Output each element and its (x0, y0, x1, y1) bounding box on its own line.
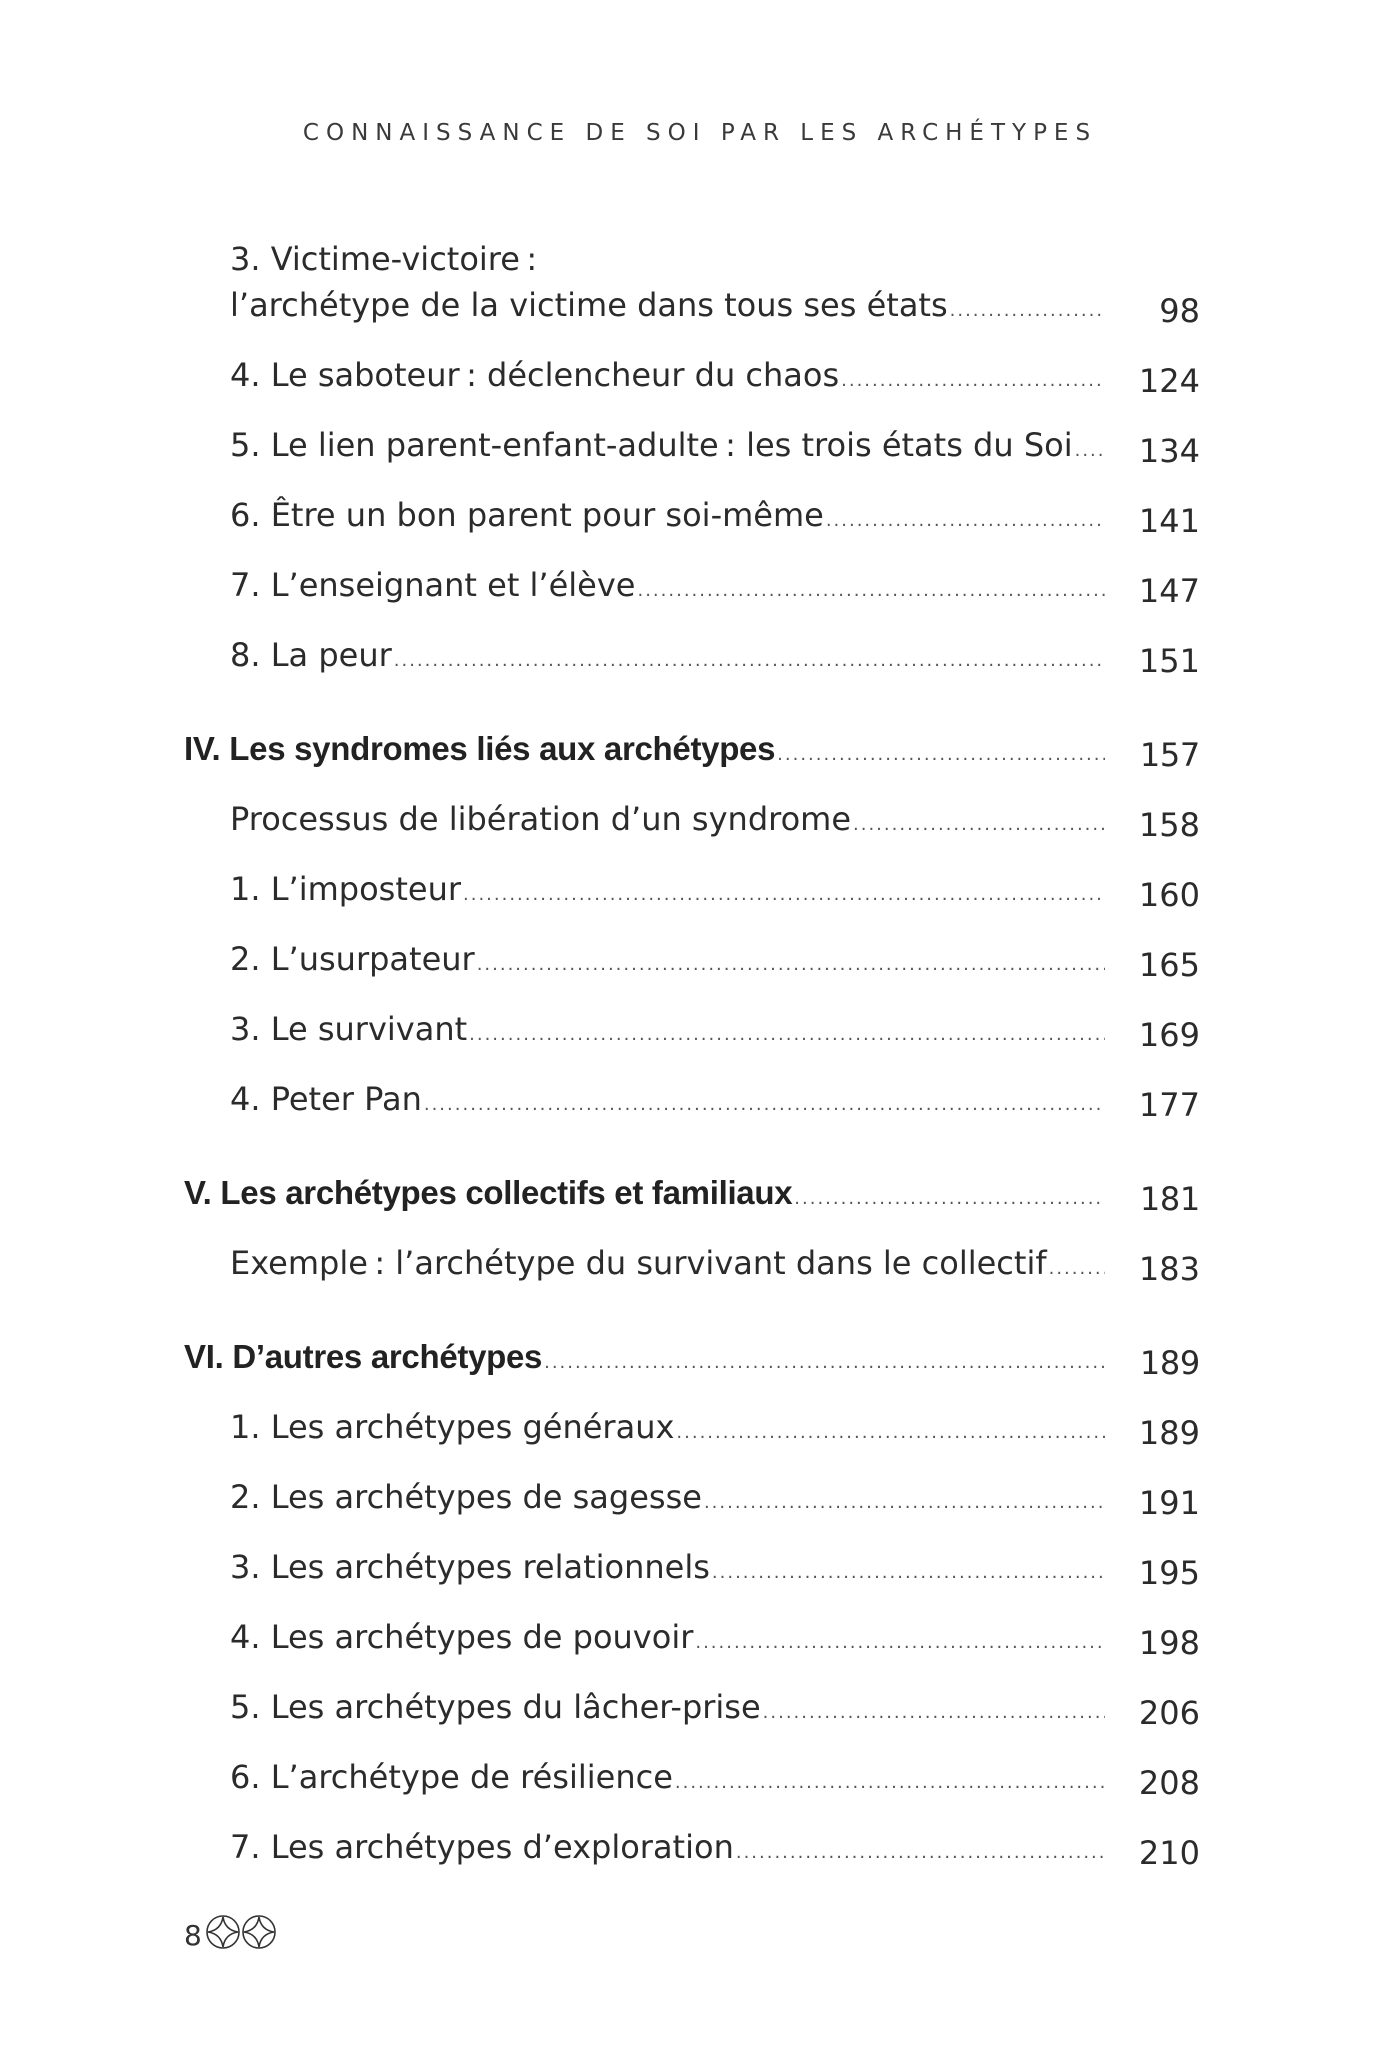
toc-entry-label: 4. Peter Pan (230, 1080, 422, 1118)
dot-leader (736, 1830, 1105, 1876)
toc-entry-label: l’archétype de la victime dans tous ses états (230, 286, 948, 324)
toc-entry-page-number: 189 (1138, 1414, 1200, 1452)
toc-entry[interactable] (184, 1240, 1200, 1292)
toc-entry-page-number: 183 (1138, 1250, 1200, 1288)
toc-entry-label: 3. Les archétypes relationnels (230, 1548, 710, 1586)
dot-leader (695, 1620, 1105, 1666)
page-number: 8 (184, 1919, 202, 1952)
toc-entry[interactable] (184, 1824, 1200, 1876)
toc-section-heading[interactable] (184, 726, 1200, 778)
toc-entry[interactable] (184, 1544, 1200, 1596)
dot-leader (777, 732, 1105, 778)
toc-entry[interactable] (184, 866, 1200, 918)
toc-entry-label: 1. Les archétypes généraux (230, 1408, 675, 1446)
dot-leader (676, 1410, 1105, 1456)
toc-entry-label: Exemple : l’archétype du survivant dans le collectif (230, 1244, 1047, 1282)
toc-entry-page-number: 206 (1138, 1694, 1200, 1732)
toc-entry-label: Processus de libération d’un syndrome (230, 800, 852, 838)
table-of-contents (184, 236, 1200, 1876)
toc-entry-label-first-line: 3. Victime-victoire : (230, 240, 538, 278)
dot-leader (1049, 1246, 1105, 1292)
toc-entry-page-number: 210 (1138, 1834, 1200, 1872)
toc-entry-label: 4. Les archétypes de pouvoir (230, 1618, 694, 1656)
toc-entry[interactable] (184, 1076, 1200, 1128)
dot-leader (394, 638, 1105, 684)
toc-entry-page-number: 160 (1138, 876, 1200, 914)
dot-leader (704, 1480, 1105, 1526)
toc-entry[interactable] (184, 1474, 1200, 1526)
toc-entry-label: 6. L’archétype de résilience (230, 1758, 673, 1796)
toc-entry[interactable] (184, 1404, 1200, 1456)
toc-entry-label: 6. Être un bon parent pour soi-même (230, 496, 824, 534)
toc-entry-label: 7. L’enseignant et l’élève (230, 566, 636, 604)
dot-leader (675, 1760, 1105, 1806)
toc-entry-page-number: 165 (1138, 946, 1200, 984)
toc-section-label: VI. D’autres archétypes (184, 1338, 543, 1375)
toc-entry[interactable] (184, 1006, 1200, 1058)
toc-entry[interactable] (184, 562, 1200, 614)
page-footer (184, 1913, 282, 1958)
toc-entry[interactable] (184, 236, 1200, 334)
toc-entry[interactable] (184, 492, 1200, 544)
toc-section-page-number: 181 (1139, 1180, 1200, 1218)
toc-entry-label: 4. Le saboteur : déclencheur du chaos (230, 356, 840, 394)
toc-entry-page-number: 169 (1138, 1016, 1200, 1054)
toc-entry-page-number: 198 (1138, 1624, 1200, 1662)
dot-leader (477, 942, 1105, 988)
dot-leader (950, 288, 1105, 334)
toc-entry-page-number: 141 (1138, 502, 1200, 540)
dot-leader (853, 802, 1105, 848)
dot-leader (763, 1690, 1105, 1736)
toc-entry-page-number: 195 (1138, 1554, 1200, 1592)
toc-entry-label: 5. Les archétypes du lâcher-prise (230, 1688, 761, 1726)
toc-entry[interactable] (184, 1754, 1200, 1806)
toc-section-heading[interactable] (184, 1170, 1200, 1222)
dot-leader (712, 1550, 1105, 1596)
toc-entry-page-number: 151 (1138, 642, 1200, 680)
toc-section-label: V. Les archétypes collectifs et familiaux (184, 1174, 793, 1211)
toc-entry[interactable] (184, 632, 1200, 684)
toc-entry-page-number: 208 (1138, 1764, 1200, 1802)
toc-entry-label: 5. Le lien parent-enfant-adulte : les trois états du Soi (230, 426, 1073, 464)
toc-entry[interactable] (184, 1684, 1200, 1736)
toc-entry[interactable] (184, 936, 1200, 988)
toc-entry-page-number: 124 (1138, 362, 1200, 400)
toc-entry[interactable] (184, 796, 1200, 848)
toc-section-heading[interactable] (184, 1334, 1200, 1386)
dot-leader (463, 872, 1105, 918)
running-header-title: CONNAISSANCE DE SOI PAR LES ARCHÉTYPES (302, 120, 1098, 146)
toc-entry-label: 1. L’imposteur (230, 870, 461, 908)
toc-entry-page-number: 147 (1138, 572, 1200, 610)
toc-section-label: IV. Les syndromes liés aux archétypes (184, 730, 776, 767)
toc-entry-label: 2. Les archétypes de sagesse (230, 1478, 702, 1516)
double-star-ornament-icon (202, 1913, 282, 1958)
toc-section-page-number: 189 (1139, 1344, 1200, 1382)
toc-entry-label: 2. L’usurpateur (230, 940, 475, 978)
toc-entry-label: 7. Les archétypes d’exploration (230, 1828, 734, 1866)
toc-section-page-number: 157 (1139, 736, 1200, 774)
dot-leader (794, 1176, 1105, 1222)
dot-leader (469, 1012, 1105, 1058)
dot-leader (637, 568, 1105, 614)
toc-entry[interactable] (184, 1614, 1200, 1666)
dot-leader (1075, 428, 1105, 474)
toc-entry-label: 8. La peur (230, 636, 392, 674)
dot-leader (841, 358, 1105, 404)
toc-entry-page-number: 158 (1138, 806, 1200, 844)
toc-entry-page-number: 177 (1138, 1086, 1200, 1124)
toc-entry-page-number: 98 (1159, 292, 1200, 330)
dot-leader (826, 498, 1105, 544)
toc-entry[interactable] (184, 352, 1200, 404)
toc-entry-page-number: 134 (1138, 432, 1200, 470)
toc-entry-label: 3. Le survivant (230, 1010, 468, 1048)
toc-entry-page-number: 191 (1138, 1484, 1200, 1522)
toc-entry[interactable] (184, 422, 1200, 474)
dot-leader (544, 1340, 1105, 1386)
dot-leader (424, 1082, 1105, 1128)
